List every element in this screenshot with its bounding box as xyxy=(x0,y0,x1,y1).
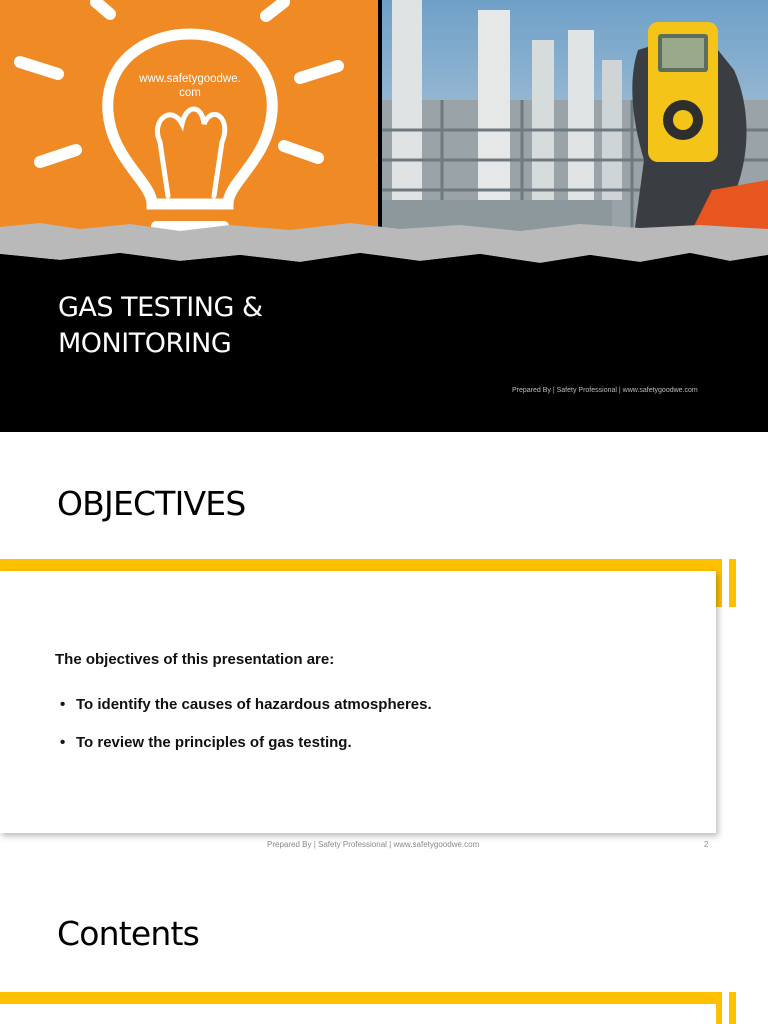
slide2-footer: Prepared By | Safety Professional | www.safetygoodwe.com xyxy=(267,840,480,849)
accent-post xyxy=(716,559,722,607)
lightbulb-icon xyxy=(0,0,378,250)
accent-post xyxy=(716,992,722,1024)
objectives-list xyxy=(60,696,432,772)
slide-heading: OBJECTIVES xyxy=(57,484,246,523)
bullet-icon: • xyxy=(60,696,66,713)
list-item xyxy=(60,696,432,713)
accent-bar xyxy=(0,992,722,1004)
accent-post xyxy=(729,559,736,607)
list-item-text: To identify the causes of hazardous atmospheres. xyxy=(76,696,432,713)
presentation-title xyxy=(58,290,263,362)
bulb-url-text: www.safetygoodwe. com xyxy=(139,73,241,99)
accent-bar xyxy=(0,559,722,571)
slide1-footer: Prepared By | Safety Professional | www.safetygoodwe.com xyxy=(512,387,698,394)
list-item xyxy=(60,734,432,751)
slide-heading: Contents xyxy=(57,914,200,953)
torn-paper-edge xyxy=(0,215,768,270)
title-line-2: MONITORING xyxy=(58,328,232,359)
content-box xyxy=(0,571,716,833)
bullet-icon: • xyxy=(60,734,66,751)
accent-post xyxy=(729,992,736,1024)
title-slide xyxy=(0,0,768,432)
orange-bulb-panel xyxy=(0,0,378,250)
title-line-1: GAS TESTING & xyxy=(58,292,263,323)
gas-detector-photo xyxy=(382,0,768,250)
contents-slide xyxy=(0,864,768,1024)
page-number: 2 xyxy=(704,840,709,849)
objectives-slide xyxy=(0,432,768,864)
intro-text: The objectives of this presentation are: xyxy=(55,651,335,668)
list-item-text: To review the principles of gas testing. xyxy=(76,734,352,751)
